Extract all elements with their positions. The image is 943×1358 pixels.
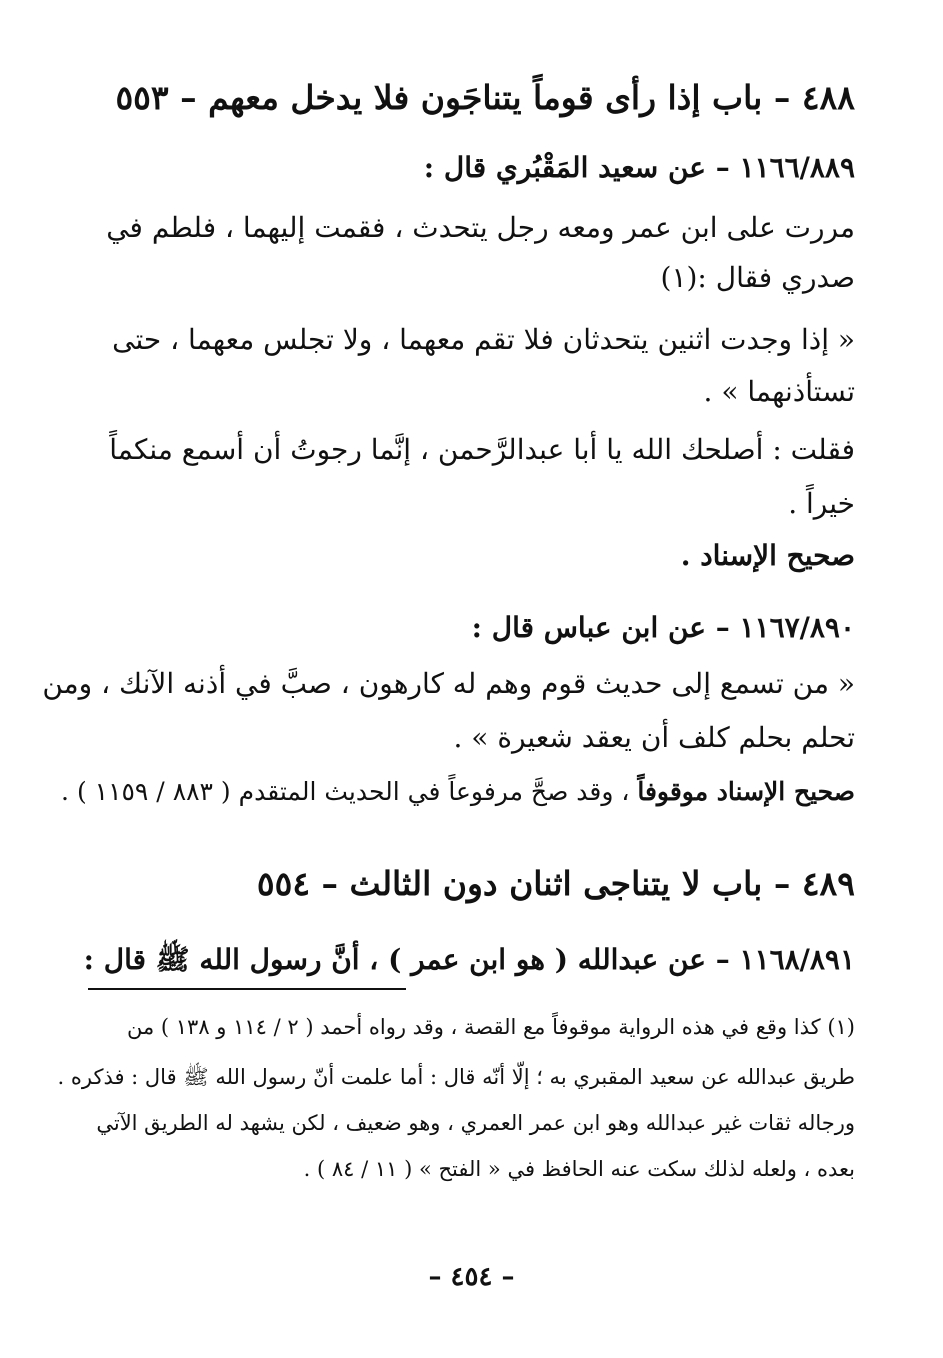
hadith-889-text-line-3: « إذا وجدت اثنين يتحدثان فلا تقم معهما ، ولا تجلس معهما ، حتى (112, 323, 855, 356)
footnote-line-2: طريق عبدالله عن سعيد المقبري به ؛ إلّا أنّه قال : أما علمت أنّ رسول الله ﷺ قال : فذكره . (57, 1065, 855, 1089)
footnote-separator (88, 988, 406, 990)
footnote-line-4: بعده ، ولعله لذلك سكت عنه الحافظ في « الفتح » ( ١١ / ٨٤ ) . (303, 1157, 855, 1181)
footnote-line-1: (١) كذا وقع في هذه الرواية موقوفاً مع القصة ، وقد رواه أحمد ( ٢ / ١١٤ و ١٣٨ ) من (126, 1015, 855, 1039)
hadith-889-text-line-2: صدري فقال :(١) (660, 261, 855, 294)
hadith-889-text-line-4: تستأذنهما » . (703, 375, 855, 408)
chapter-heading-489: ٤٨٩ – باب لا يتناجى اثنان دون الثالث – ٥٥٤ (256, 864, 855, 903)
hadith-number: ١١٦٧/٨٩٠ (739, 611, 855, 644)
hadith-891-header (83, 938, 855, 982)
grade-label: صحيح الإسناد موقوفاً (637, 777, 855, 806)
page-number: – ٤٥٤ – (428, 1262, 515, 1292)
hadith-890-text-line-2: تحلم بحلم كلف أن يعقد شعيرة » . (453, 721, 855, 754)
hadith-889-text-line-6: خيراً . (788, 487, 855, 520)
hadith-intro: – عن سعيد المَقْبُري قال : (423, 151, 740, 184)
hadith-number: ١١٦٦/٨٨٩ (739, 151, 855, 184)
chapter-heading-488: ٤٨٨ – باب إذا رأى قوماً يتناجَون فلا يدخل معهم – ٥٥٣ (115, 78, 855, 117)
hadith-890-text-line-1: « من تسمع إلى حديث قوم وهم له كارهون ، صبَّ في أذنه الآنك ، ومن (42, 667, 855, 700)
hadith-890-header (88, 606, 855, 650)
hadith-889-text-line-1: مررت على ابن عمر ومعه رجل يتحدث ، فقمت إليهما ، فلطم في (106, 211, 855, 244)
grade-note: ، وقد صحَّ مرفوعاً في الحديث المتقدم ( ٨٨٣ / ١١٥٩ ) . (61, 777, 638, 806)
hadith-number: ١١٦٨/٨٩١ (739, 943, 855, 976)
hadith-intro: – عن ابن عباس قال : (471, 611, 740, 644)
hadith-890-grade (61, 770, 855, 814)
hadith-889-text-line-5: فقلت : أصلحك الله يا أبا عبدالرَّحمن ، إنَّما رجوتُ أن أسمع منكماً (109, 433, 855, 466)
footnote-line-3: ورجاله ثقات غير عبدالله وهو ابن عمر العمري ، وهو ضعيف ، لكن يشهد له الطريق الآتي (96, 1111, 855, 1135)
hadith-intro: – عن عبدالله ( هو ابن عمر ) ، أنَّ رسول الله ﷺ قال : (83, 943, 740, 976)
hadith-889-grade: صحيح الإسناد . (680, 539, 855, 572)
hadith-889-header (88, 146, 855, 190)
